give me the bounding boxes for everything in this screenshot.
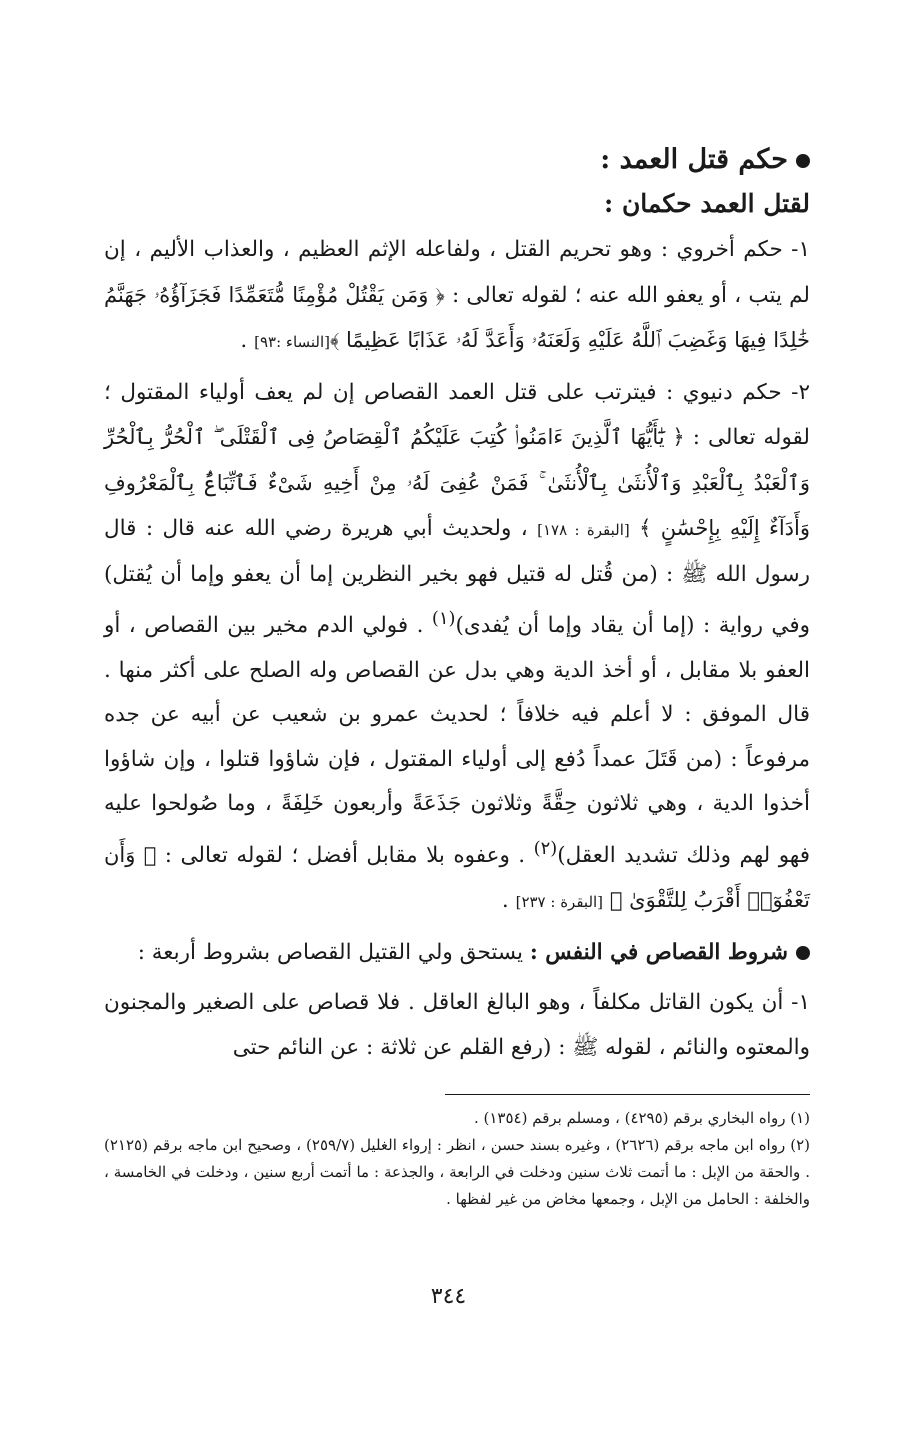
page-body (104, 138, 810, 1076)
footnote-marker-1[interactable]: (١) (431, 608, 456, 629)
paragraph-text-choices: . فولي الدم مخير بين القصاص ، أو العفو بلا مقابل ، أو أخذ الدية وهي بدل عن القصاص وله الصلح على أكثر منها . قال الموفق : لا أعلم فيه خلافاً ؛ لحديث عمرو بن شعيب عن أبيه عن جده مرفوعاً : (من قَتَلَ عمداً دُفع إلى أولياء المقتول ، فإن شاؤوا قتلوا ، وإن شاؤوا أخذوا الدية ، وهي ثلاثون حِقَّةً وثلاثون جَذَعَةً وأربعون خَلِفَةً ، وما صُولحوا عليه فهو لهم وذلك تشديد العقل) (104, 613, 810, 868)
subheading-two-rulings: لقتل العمد حكمان : (604, 189, 810, 218)
page-number: ٣٤٤ (430, 1284, 467, 1309)
footnote-2: (٢) رواه ابن ماجه برقم (٢٦٢٦) ، وغيره بسند حسن ، انظر : إرواء الغليل (٢٥٩/٧) ، وصحيح ابن ماجه برقم (٢١٢٥) . والحقة من الإبل : ما أتمت ثلاث سنين ودخلت في الرابعة ، والجذعة : ما أتمت أربع سنين ، ودخلت في الخامسة ، والخلفة : الحامل من الإبل ، وجمعها مخاض من غير لفظها . (104, 1136, 811, 1208)
footnote-marker-2[interactable]: (٢) (533, 837, 558, 859)
sentence-end: . (240, 328, 255, 353)
bullet-icon (796, 154, 810, 168)
paragraph-text: ١- حكم أخروي : وهو تحريم القتل ، ولفاعله الإثم العظيم ، والعذاب الأليم ، إن لم يتب ، أو يعفو الله عنه ؛ لقوله تعالى : (104, 237, 810, 308)
footnote-1: (١) رواه البخاري برقم (٤٢٩٥) ، ومسلم برقم (١٣٥٤) . (473, 1109, 810, 1127)
section-heading-text: حكم قتل العمد : (600, 144, 788, 175)
sentence-end: . (501, 888, 516, 914)
verse-reference-pardon: [البقرة : ٢٣٧] (515, 893, 604, 912)
paragraph-text: يستحق ولي القتيل القصاص بشروط أربعة : (137, 939, 530, 965)
paragraph-retaliation-conditions (104, 931, 810, 976)
section-heading-conditions: شروط القصاص في النفس : (529, 939, 788, 965)
quran-verse: ﴿ وَمَن يَقْتُلْ مُؤْمِنًا مُّتَعَمِّدًا فَجَزَآؤُهُۥ جَهَنَّمُ خَٰلِدًا فِيهَا وَغَضِبَ ٱللَّهُ عَلَيْهِ وَلَعَنَهُۥ وَأَعَدَّ لَهُۥ عَذَابًا عَظِيمًا ﴾ (104, 282, 810, 352)
paragraph-condition-one: ١- أن يكون القاتل مكلفاً ، وهو البالغ العاقل . فلا قصاص على الصغير والمجنون والمعتوه والنائم ، لقوله ﷺ : (رفع القلم عن ثلاثة : عن النائم حتى (104, 990, 810, 1060)
footnotes (104, 1094, 810, 1213)
section-heading-murder-ruling (104, 138, 810, 182)
paragraph-text-pardon: . وعفوه بلا مقابل أفضل ؛ لقوله تعالى : (156, 842, 534, 868)
paragraph-text-hadith: ، ولحديث أبي هريرة رضي الله عنه قال : قال رسول الله ﷺ : (من قُتل له قتيل فهو بخير النظرين إما أن يعفو وإما أن يُقتل) وفي رواية : (إما أن يقاد وإما أن يُفدى) (104, 516, 810, 639)
verse-reference: [النساء :٩٣] (254, 333, 331, 351)
paragraph-worldly-ruling (104, 371, 810, 925)
quran-verse: ﴿ يَٰٓأَيُّهَا ٱلَّذِينَ ءَامَنُوا۟ كُتِبَ عَلَيْكُمُ ٱلْقِصَاصُ فِى ٱلْقَتْلَى ۖ ٱلْحُرُّ بِٱلْحُرِّ وَٱلْعَبْدُ بِٱلْعَبْدِ وَٱلْأُنثَىٰ بِٱلْأُنثَىٰ ۚ فَمَنْ عُفِىَ لَهُۥ مِنْ أَخِيهِ شَىْءٌ فَٱتِّبَاعٌۢ بِٱلْمَعْرُوفِ وَأَدَآءٌ إِلَيْهِ بِإِحْسَٰنٍ ﴾ (104, 425, 810, 540)
footnote-divider (445, 1094, 810, 1095)
paragraph-afterlife-ruling (104, 228, 810, 365)
bullet-icon (796, 946, 810, 960)
quran-verse-pardon: ﴿ وَأَن تَعْفُوٓا۟ أَقْرَبُ لِلتَّقْوَىٰ ﴾ (104, 842, 810, 913)
verse-reference: [البقرة : ١٧٨] (537, 521, 630, 539)
paragraph-text: ٢- حكم دنيوي : فيترتب على قتل العمد القصاص إن لم يعف أولياء المقتول ؛ لقوله تعالى : (104, 379, 810, 450)
